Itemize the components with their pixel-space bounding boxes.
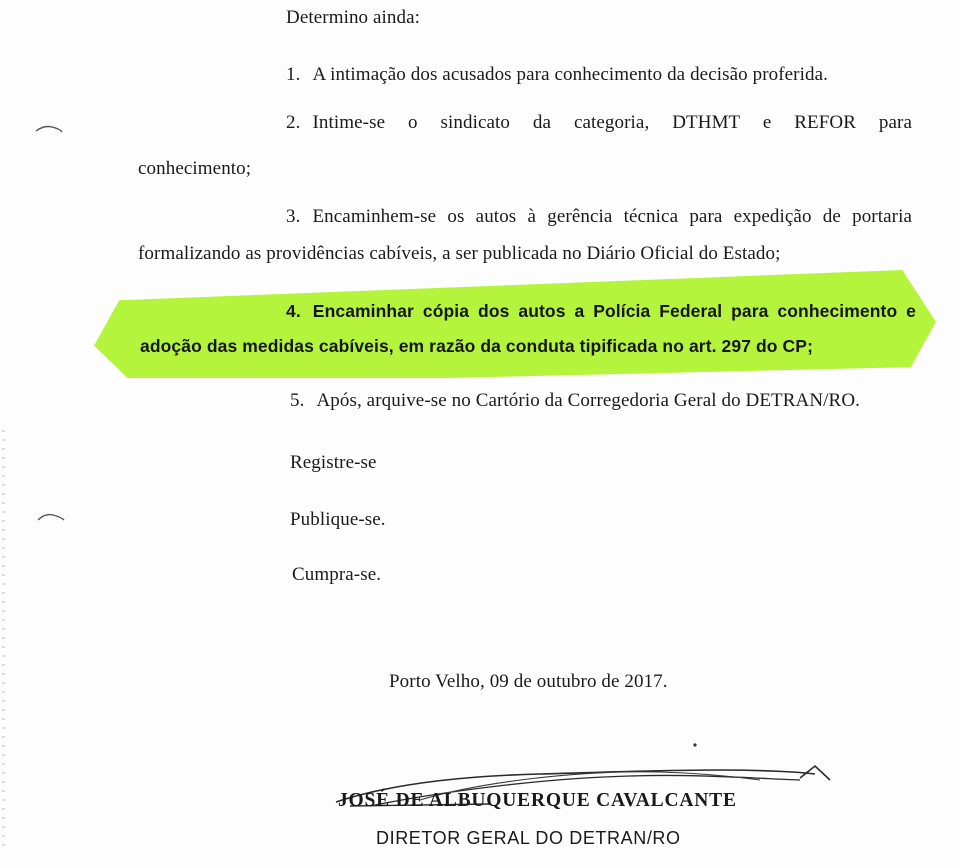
item-number: 1. xyxy=(286,64,301,85)
item-3 xyxy=(286,205,912,229)
signer-name: JOSÉ DE ALBUQUERQUE CAVALCANTE xyxy=(338,790,737,811)
item-number: 2. xyxy=(286,112,301,133)
item-number: 3. xyxy=(286,206,301,227)
highlighter-mark xyxy=(94,270,936,378)
item-number: 5. xyxy=(290,390,305,411)
item-text: Intime-se o sindicato da categoria, DTHMT e REFOR para xyxy=(312,112,912,133)
place-date: Porto Velho, 09 de outubro de 2017. xyxy=(389,671,668,692)
item-4-continuation: adoção das medidas cabíveis, em razão da conduta tipificada no art. 297 do CP; xyxy=(140,336,813,356)
margin-mark xyxy=(36,512,66,522)
item-text: Após, arquive-se no Cartório da Corregedoria Geral do DETRAN/RO. xyxy=(316,390,860,411)
item-3-continuation: formalizando as providências cabíveis, a ser publicada no Diário Oficial do Estado; xyxy=(138,243,781,264)
closing-register: Registre-se xyxy=(290,452,377,473)
item-4 xyxy=(286,299,916,323)
item-2-continuation: conhecimento; xyxy=(138,158,252,179)
intro-text: Determino ainda: xyxy=(286,7,421,28)
item-text: A intimação dos acusados para conhecimento da decisão proferida. xyxy=(312,64,828,85)
margin-mark xyxy=(34,124,64,134)
item-5 xyxy=(290,389,860,413)
item-text: Encaminhar cópia dos autos a Polícia Federal para conhecimento e xyxy=(312,301,916,321)
closing-publish: Publique-se. xyxy=(290,509,386,530)
item-2 xyxy=(286,111,912,135)
scan-edge-artifact xyxy=(2,430,5,850)
item-1 xyxy=(286,63,828,87)
closing-comply: Cumpra-se. xyxy=(292,564,382,585)
item-number: 4. xyxy=(286,301,301,321)
item-text: Encaminhem-se os autos à gerência técnica para expedição de portaria xyxy=(312,206,912,227)
signer-title: DIRETOR GERAL DO DETRAN/RO xyxy=(376,828,681,848)
